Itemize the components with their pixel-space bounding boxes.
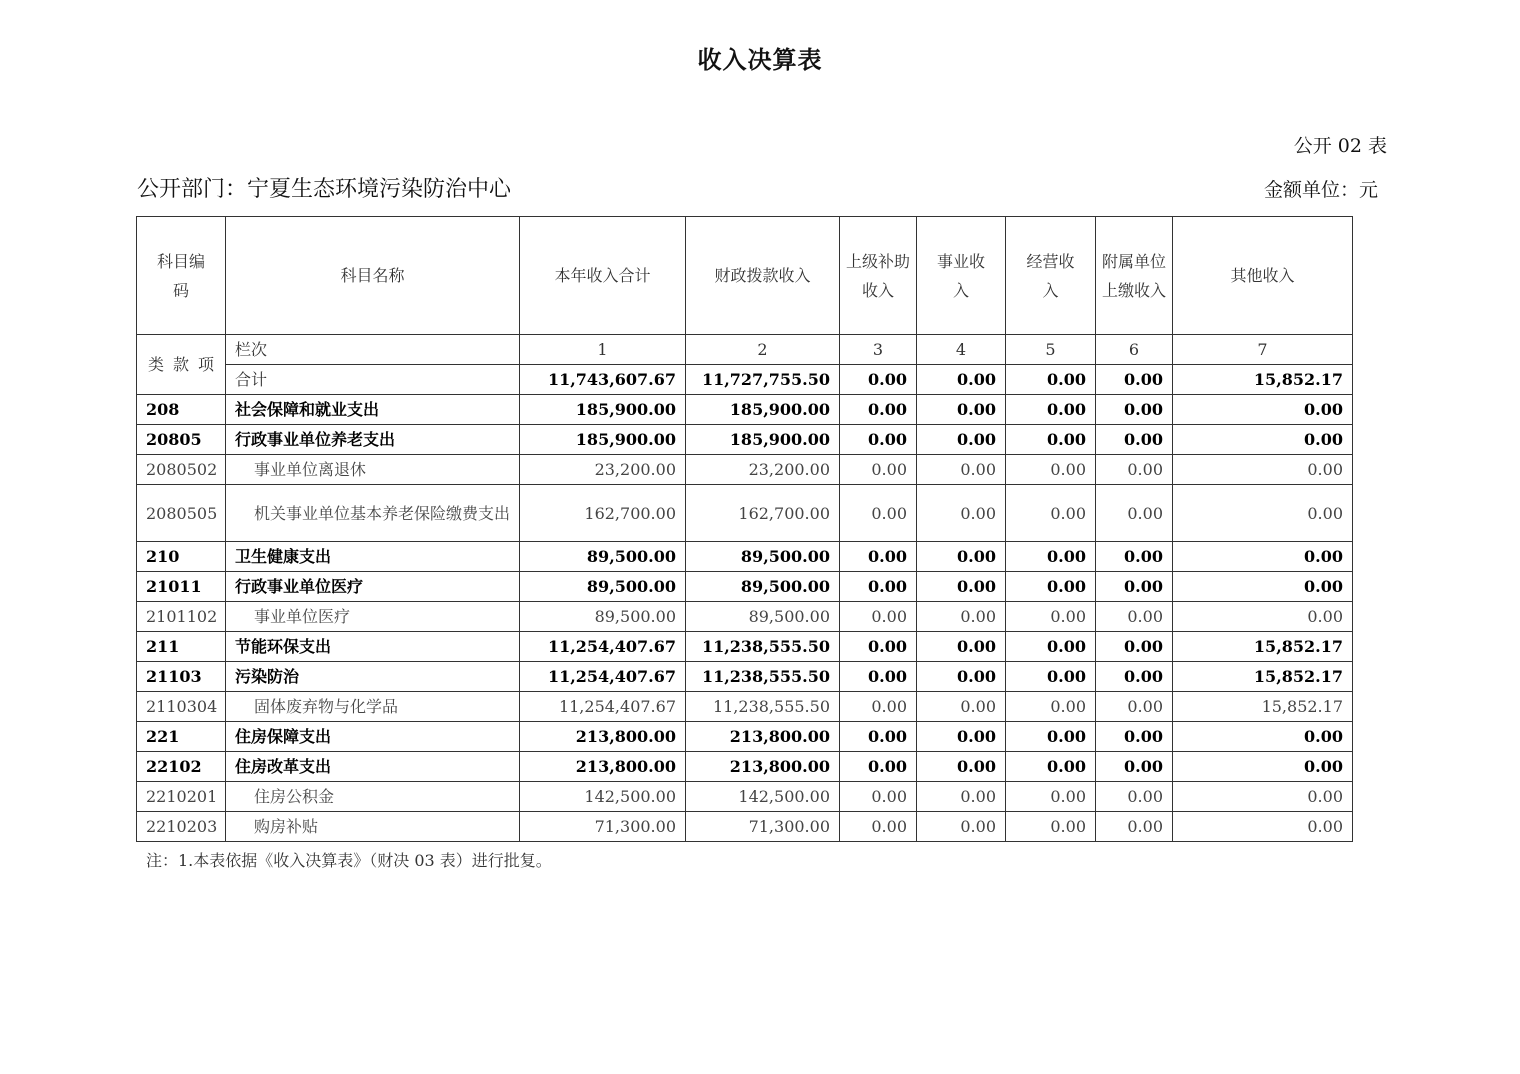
amount-cell: 0.00 (840, 485, 917, 542)
amount-cell: 0.00 (840, 752, 917, 782)
amount-cell: 0.00 (1096, 455, 1173, 485)
header-code: 科目编码 (137, 217, 226, 335)
amount-cell: 0.00 (1006, 455, 1096, 485)
amount-cell: 0.00 (1173, 395, 1353, 425)
header-operating: 经营收入 (1006, 217, 1096, 335)
amount-cell: 11,254,407.67 (520, 692, 686, 722)
amount-cell: 213,800.00 (520, 722, 686, 752)
amount-cell: 0.00 (1096, 425, 1173, 455)
amount-cell: 0.00 (1006, 485, 1096, 542)
amount-cell: 162,700.00 (520, 485, 686, 542)
amount-cell: 0.00 (917, 632, 1006, 662)
header-fiscal: 财政拨款收入 (686, 217, 840, 335)
amount-cell: 0.00 (840, 692, 917, 722)
column-number: 3 (840, 335, 917, 365)
amount-cell: 0.00 (1006, 782, 1096, 812)
table-row (137, 722, 1353, 752)
amount-cell: 213,800.00 (520, 752, 686, 782)
amount-cell: 0.00 (840, 812, 917, 842)
amount-cell: 23,200.00 (520, 455, 686, 485)
amount-cell: 0.00 (1096, 752, 1173, 782)
amount-cell: 0.00 (1096, 722, 1173, 752)
subject-code: 21103 (137, 662, 226, 692)
subject-code: 21011 (137, 572, 226, 602)
table-row (137, 782, 1353, 812)
total-value: 11,743,607.67 (520, 365, 686, 395)
total-value: 0.00 (1096, 365, 1173, 395)
form-number: 公开 02 表 (1293, 135, 1387, 157)
subject-name: 社会保障和就业支出 (226, 395, 520, 425)
amount-cell: 142,500.00 (520, 782, 686, 812)
column-number: 4 (917, 335, 1006, 365)
subject-name: 行政事业单位医疗 (226, 572, 520, 602)
amount-cell: 0.00 (1096, 602, 1173, 632)
amount-cell: 0.00 (1006, 602, 1096, 632)
amount-cell: 0.00 (840, 602, 917, 632)
amount-cell: 0.00 (840, 782, 917, 812)
subject-code: 2210203 (137, 812, 226, 842)
subject-name: 行政事业单位养老支出 (226, 425, 520, 455)
column-number: 2 (686, 335, 840, 365)
amount-cell: 0.00 (840, 425, 917, 455)
amount-cell: 142,500.00 (686, 782, 840, 812)
subject-code: 2210201 (137, 782, 226, 812)
amount-cell: 213,800.00 (686, 722, 840, 752)
table-row (137, 395, 1353, 425)
column-number: 7 (1173, 335, 1353, 365)
lei-label: 类 (147, 355, 164, 374)
amount-cell: 0.00 (840, 542, 917, 572)
header-affiliated: 附属单位上缴收入 (1096, 217, 1173, 335)
amount-cell: 0.00 (917, 662, 1006, 692)
amount-cell: 15,852.17 (1173, 632, 1353, 662)
footnote: 注：1.本表依据《收入决算表》（财决 03 表）进行批复。 (146, 851, 552, 870)
amount-cell: 0.00 (1173, 722, 1353, 752)
amount-cell: 0.00 (840, 572, 917, 602)
amount-cell: 0.00 (1006, 812, 1096, 842)
table-row (137, 572, 1353, 602)
amount-cell: 89,500.00 (520, 572, 686, 602)
income-table (136, 216, 1353, 842)
table-row (137, 542, 1353, 572)
amount-cell: 0.00 (1096, 485, 1173, 542)
table-row (137, 485, 1353, 542)
column-number-row (137, 335, 1353, 365)
amount-cell: 185,900.00 (686, 425, 840, 455)
amount-cell: 0.00 (1173, 455, 1353, 485)
amount-cell: 0.00 (1173, 812, 1353, 842)
table-row (137, 692, 1353, 722)
amount-cell: 0.00 (1006, 662, 1096, 692)
total-value: 0.00 (1006, 365, 1096, 395)
amount-cell: 185,900.00 (686, 395, 840, 425)
amount-cell: 0.00 (840, 722, 917, 752)
amount-cell: 0.00 (1096, 572, 1173, 602)
amount-cell: 0.00 (917, 602, 1006, 632)
amount-cell: 185,900.00 (520, 425, 686, 455)
header-row (137, 217, 1353, 335)
amount-cell: 0.00 (840, 632, 917, 662)
subject-name: 事业单位离退休 (226, 455, 520, 485)
amount-cell: 0.00 (1096, 662, 1173, 692)
amount-cell: 0.00 (1006, 572, 1096, 602)
subject-code: 2080505 (137, 485, 226, 542)
table-row (137, 812, 1353, 842)
table-row (137, 662, 1353, 692)
total-value: 15,852.17 (1173, 365, 1353, 395)
header-business: 事业收入 (917, 217, 1006, 335)
amount-cell: 0.00 (1096, 812, 1173, 842)
amount-cell: 0.00 (1006, 722, 1096, 752)
amount-cell: 0.00 (917, 752, 1006, 782)
subject-name: 住房保障支出 (226, 722, 520, 752)
subject-name: 固体废弃物与化学品 (226, 692, 520, 722)
amount-cell: 23,200.00 (686, 455, 840, 485)
header-name: 科目名称 (226, 217, 520, 335)
amount-cell: 71,300.00 (520, 812, 686, 842)
total-value: 11,727,755.50 (686, 365, 840, 395)
column-number: 1 (520, 335, 686, 365)
amount-cell: 0.00 (1173, 752, 1353, 782)
amount-cell: 0.00 (840, 395, 917, 425)
amount-cell: 162,700.00 (686, 485, 840, 542)
xiang-label: 项 (197, 355, 214, 374)
amount-cell: 0.00 (917, 782, 1006, 812)
subject-name: 卫生健康支出 (226, 542, 520, 572)
amount-cell: 11,238,555.50 (686, 692, 840, 722)
subject-code: 2101102 (137, 602, 226, 632)
amount-cell: 0.00 (1173, 425, 1353, 455)
amount-cell: 89,500.00 (686, 602, 840, 632)
amount-cell: 0.00 (917, 455, 1006, 485)
lanci-label: 栏次 (226, 335, 520, 365)
amount-cell: 0.00 (1006, 542, 1096, 572)
subject-code: 210 (137, 542, 226, 572)
subject-name: 事业单位医疗 (226, 602, 520, 632)
department-label: 公开部门：宁夏生态环境污染防治中心 (137, 177, 512, 202)
table-row (137, 752, 1353, 782)
amount-cell: 0.00 (1006, 752, 1096, 782)
subject-name: 节能环保支出 (226, 632, 520, 662)
amount-cell: 89,500.00 (686, 572, 840, 602)
amount-cell: 0.00 (917, 692, 1006, 722)
subject-code: 2110304 (137, 692, 226, 722)
total-row (137, 365, 1353, 395)
amount-cell: 0.00 (840, 662, 917, 692)
amount-cell: 0.00 (1173, 485, 1353, 542)
amount-cell: 0.00 (1173, 602, 1353, 632)
column-number: 5 (1006, 335, 1096, 365)
amount-cell: 0.00 (1173, 572, 1353, 602)
amount-cell: 89,500.00 (686, 542, 840, 572)
amount-cell: 11,238,555.50 (686, 632, 840, 662)
header-other: 其他收入 (1173, 217, 1353, 335)
subject-name: 污染防治 (226, 662, 520, 692)
subject-code: 211 (137, 632, 226, 662)
amount-cell: 0.00 (917, 572, 1006, 602)
amount-cell: 0.00 (1006, 632, 1096, 662)
amount-cell: 0.00 (1173, 542, 1353, 572)
table-row (137, 602, 1353, 632)
amount-cell: 0.00 (1006, 425, 1096, 455)
page-title: 收入决算表 (697, 45, 823, 74)
amount-cell: 89,500.00 (520, 602, 686, 632)
table-row (137, 455, 1353, 485)
subject-name: 机关事业单位基本养老保险缴费支出 (226, 485, 520, 542)
amount-cell: 15,852.17 (1173, 662, 1353, 692)
amount-cell: 15,852.17 (1173, 692, 1353, 722)
amount-cell: 185,900.00 (520, 395, 686, 425)
amount-cell: 0.00 (1173, 782, 1353, 812)
amount-cell: 0.00 (917, 425, 1006, 455)
kuan-label: 款 (172, 355, 189, 374)
amount-cell: 0.00 (1096, 782, 1173, 812)
header-total: 本年收入合计 (520, 217, 686, 335)
lei-kuan-xiang-cell (137, 335, 226, 395)
amount-unit-label: 金额单位：元 (1263, 179, 1378, 201)
subject-code: 208 (137, 395, 226, 425)
subject-code: 22102 (137, 752, 226, 782)
subject-code: 2080502 (137, 455, 226, 485)
amount-cell: 89,500.00 (520, 542, 686, 572)
amount-cell: 0.00 (917, 395, 1006, 425)
subject-code: 20805 (137, 425, 226, 455)
subject-name: 住房公积金 (226, 782, 520, 812)
amount-cell: 0.00 (1096, 632, 1173, 662)
amount-cell: 213,800.00 (686, 752, 840, 782)
amount-cell: 0.00 (1096, 395, 1173, 425)
amount-cell: 11,254,407.67 (520, 662, 686, 692)
table-row (137, 425, 1353, 455)
total-value: 0.00 (917, 365, 1006, 395)
amount-cell: 71,300.00 (686, 812, 840, 842)
table-row (137, 632, 1353, 662)
amount-cell: 11,254,407.67 (520, 632, 686, 662)
total-label: 合计 (226, 365, 520, 395)
subject-name: 购房补贴 (226, 812, 520, 842)
amount-cell: 0.00 (917, 812, 1006, 842)
amount-cell: 0.00 (1006, 692, 1096, 722)
subject-code: 221 (137, 722, 226, 752)
amount-cell: 0.00 (1096, 692, 1173, 722)
amount-cell: 0.00 (917, 485, 1006, 542)
total-value: 0.00 (840, 365, 917, 395)
column-number: 6 (1096, 335, 1173, 365)
amount-cell: 0.00 (917, 722, 1006, 752)
subject-name: 住房改革支出 (226, 752, 520, 782)
amount-cell: 0.00 (1006, 395, 1096, 425)
amount-cell: 11,238,555.50 (686, 662, 840, 692)
amount-cell: 0.00 (1096, 542, 1173, 572)
amount-cell: 0.00 (840, 455, 917, 485)
amount-cell: 0.00 (917, 542, 1006, 572)
header-superior: 上级补助收入 (840, 217, 917, 335)
